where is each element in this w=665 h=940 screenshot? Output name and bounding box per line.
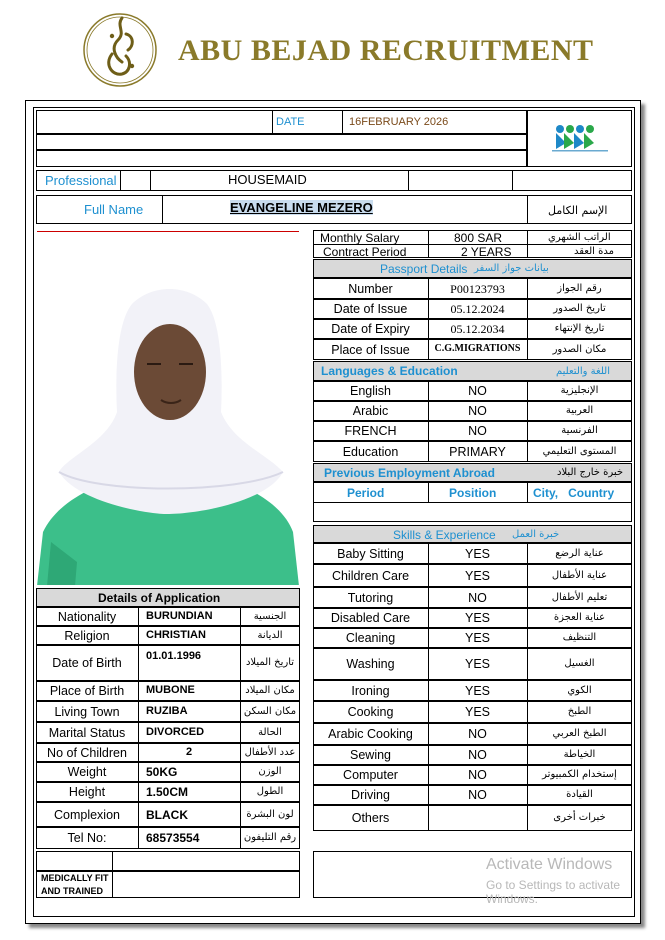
contract-value: 2 YEARS: [461, 245, 512, 259]
application-value: 68573554: [146, 831, 200, 845]
skills-label: Driving: [351, 788, 390, 802]
professional-row: [36, 170, 632, 191]
skills-label-ar: الطبخ العربي: [552, 728, 607, 739]
skills-label: Computer: [343, 768, 398, 782]
medical-line2: AND TRAINED: [41, 886, 103, 896]
skills-label: Others: [351, 811, 390, 825]
passport-label: Date of Expiry: [331, 322, 410, 336]
languages-label-ar: الإنجليزية: [560, 385, 599, 396]
languages-label-ar: المستوى التعليمي: [542, 446, 617, 457]
passport-label: Number: [348, 282, 393, 296]
languages-label: FRENCH: [344, 424, 397, 438]
company-name: ABU BEJAD RECRUITMENT: [178, 34, 594, 67]
application-label-ar: لون البشرة: [246, 809, 294, 820]
date-value: 16FEBRUARY 2026: [349, 116, 449, 128]
skills-label-ar: إستخدام الكمبيوتر: [542, 769, 617, 780]
application-label: Marital Status: [48, 726, 126, 740]
passport-value: C.G.MIGRATIONS: [434, 343, 521, 354]
skills-value: YES: [464, 611, 490, 625]
application-label: Tel No:: [67, 831, 107, 845]
application-label-ar: الحالة: [258, 727, 282, 738]
passport-value: 05.12.2034: [450, 322, 505, 336]
application-label-ar: الديانة: [257, 630, 283, 641]
passport-header: [313, 259, 632, 278]
application-label: Living Town: [54, 705, 120, 719]
activation-watermark-subtitle: Go to Settings to activate Windows.: [486, 878, 621, 906]
passport-label: Place of Issue: [331, 343, 410, 357]
skills-label: Disabled Care: [330, 611, 411, 625]
skills-label: Baby Sitting: [337, 547, 404, 561]
employment-position-header: Position: [449, 486, 497, 500]
application-value: MUBONE: [146, 684, 195, 696]
skills-label: Tutoring: [347, 591, 394, 605]
application-title: Details of Application: [98, 591, 221, 605]
skills-label: Washing: [346, 657, 395, 671]
application-value: 2: [185, 746, 193, 758]
application-value: BLACK: [146, 808, 188, 822]
skills-value: YES: [464, 684, 490, 698]
calligraphy-monogram-icon: [82, 6, 158, 94]
skills-value: YES: [464, 547, 490, 561]
employment-title-ar: خبرة خارج البلاد: [557, 467, 624, 478]
application-label-ar: الطول: [256, 786, 284, 797]
languages-title: Languages & Education: [321, 364, 458, 378]
skills-label: Children Care: [331, 569, 410, 583]
skills-label: Arabic Cooking: [328, 727, 413, 741]
full-name-value: EVANGELINE MEZERO: [230, 200, 373, 215]
application-label: Date of Birth: [52, 656, 122, 670]
application-label-ar: رقم التليفون: [243, 832, 297, 843]
salary-label: Monthly Salary: [320, 231, 400, 245]
skills-label-ar: التنظيف: [562, 632, 597, 643]
languages-label: Education: [342, 445, 399, 459]
languages-label-ar: العربية: [565, 405, 594, 416]
application-value: DIVORCED: [146, 726, 205, 738]
passport-label-ar: رقم الجواز: [557, 283, 602, 294]
skills-value: NO: [468, 788, 487, 802]
passport-label: Date of Issue: [333, 302, 408, 316]
skills-label-ar: عناية الرضع: [555, 548, 604, 559]
application-label: Height: [68, 785, 106, 799]
employment-title: Previous Employment Abroad: [324, 466, 495, 480]
application-label-ar: مكان الميلاد: [245, 685, 295, 696]
skills-value: NO: [468, 768, 487, 782]
languages-value: NO: [468, 384, 487, 398]
languages-value: NO: [468, 424, 487, 438]
languages-label: English: [350, 384, 391, 398]
application-label: Weight: [67, 765, 107, 779]
skills-label: Ironing: [351, 684, 390, 698]
application-value: 01.01.1996: [146, 650, 202, 662]
skills-value: YES: [464, 657, 490, 671]
salary-value: 800 SAR: [454, 231, 503, 245]
skills-label-ar: القيادة: [566, 789, 593, 800]
contract-label: Contract Period: [323, 245, 407, 259]
application-value: RUZIBA: [146, 705, 188, 717]
skills-title-ar: خبرة العمل: [512, 529, 560, 540]
activation-watermark-title: Activate Windows: [486, 856, 613, 873]
application-label-ar: الوزن: [258, 766, 282, 777]
medical-line1: MEDICALLY FIT: [41, 873, 109, 883]
languages-label-ar: الفرنسية: [561, 425, 598, 436]
application-label: No of Children: [47, 746, 127, 760]
passport-value: P00123793: [450, 282, 505, 296]
application-value: 1.50CM: [146, 785, 189, 799]
skills-value: YES: [464, 569, 490, 583]
passport-title-ar: بيانات جواز السفر: [474, 263, 549, 274]
languages-label: Arabic: [352, 404, 389, 418]
languages-value: NO: [468, 404, 487, 418]
application-label-ar: عدد الأطفال: [244, 747, 296, 758]
passport-value: 05.12.2024: [450, 302, 505, 316]
applicant-photo: [37, 231, 299, 585]
application-label-ar: الجنسية: [253, 611, 287, 622]
skills-label-ar: تعليم الأطفال: [551, 592, 608, 603]
passport-label-ar: تاريخ الإنتهاء: [554, 323, 605, 334]
skills-label-ar: الكوي: [567, 685, 592, 696]
professional-label: Professional: [45, 173, 117, 188]
full-name-label: Full Name: [84, 202, 144, 217]
skills-value: YES: [464, 705, 490, 719]
skills-value: NO: [468, 591, 487, 605]
passport-label-ar: مكان الصدور: [552, 344, 607, 355]
employment-period-header: Period: [347, 486, 385, 500]
application-label: Place of Birth: [49, 684, 125, 698]
partner-logo-box: [527, 110, 632, 167]
application-value: CHRISTIAN: [146, 629, 206, 641]
header: [0, 0, 665, 100]
skills-label: Cooking: [347, 705, 394, 719]
application-label-ar: تاريخ الميلاد: [245, 657, 295, 668]
partner-logo-icon: [550, 119, 610, 155]
application-label: Religion: [64, 629, 110, 643]
application-value: 50KG: [146, 765, 178, 779]
full-name-label-ar: الإسم الكامل: [548, 204, 608, 217]
application-label-ar: مكان السكن: [243, 706, 297, 717]
salary-label-ar: الراتب الشهري: [548, 232, 611, 243]
contract-label-ar: مدة العقد: [574, 246, 614, 257]
date-label: DATE: [276, 116, 305, 128]
skills-label-ar: خبرات أخرى: [553, 812, 606, 823]
employment-location-header: City, Country: [533, 486, 615, 500]
skills-value: NO: [468, 727, 487, 741]
languages-title-ar: اللغة والتعليم: [556, 366, 610, 377]
skills-title: Skills & Experience: [393, 528, 496, 542]
application-value: BURUNDIAN: [146, 610, 213, 622]
skills-value: NO: [468, 748, 487, 762]
languages-value: PRIMARY: [449, 445, 506, 459]
skills-label-ar: عناية العجزة: [553, 612, 606, 623]
application-label: Complexion: [53, 808, 120, 822]
skills-label-ar: عناية الأطفال: [551, 570, 608, 581]
passport-label-ar: تاريخ الصدور: [553, 303, 606, 314]
skills-label: Sewing: [350, 748, 391, 762]
skills-label-ar: الخياطة: [563, 749, 596, 760]
passport-title: Passport Details: [380, 262, 468, 276]
skills-label: Cleaning: [345, 631, 396, 645]
professional-value: HOUSEMAID: [228, 172, 307, 187]
skills-label-ar: الغسيل: [564, 658, 595, 669]
skills-label-ar: الطبخ: [567, 706, 592, 717]
application-label: Nationality: [57, 610, 117, 624]
skills-value: YES: [464, 631, 490, 645]
